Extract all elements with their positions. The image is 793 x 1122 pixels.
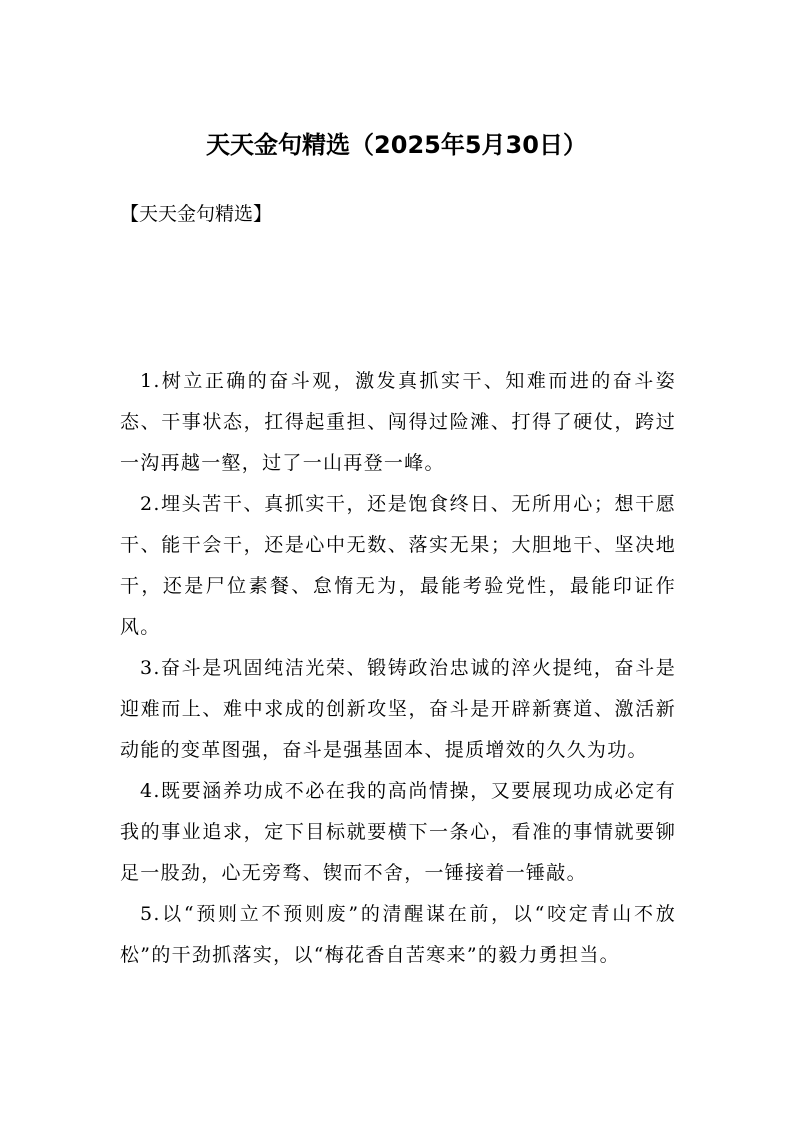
document-body <box>120 361 676 976</box>
paragraph-2: 2.埋头苦干、真抓实干，还是饱食终日、无所用心；想干愿干、能干会干，还是心中无数、落实无果；大胆地干、坚决地干，还是尸位素餐、怠惰无为，最能考验党性，最能印证作风。 <box>120 493 676 638</box>
paragraph-4: 4.既要涵养功成不必在我的高尚情操，又要展现功成必定有我的事业追求，定下目标就要横下一条心，看准的事情就要铆足一股劲，心无旁骛、锲而不舍，一锤接着一锤敲。 <box>120 780 676 884</box>
paragraph-1: 1.树立正确的奋斗观，激发真抓实干、知难而进的奋斗姿态、干事状态，扛得起重担、闯得过险滩、打得了硬仗，跨过一沟再越一壑，过了一山再登一峰。 <box>120 370 676 474</box>
paragraph-3: 3.奋斗是巩固纯洁光荣、锻铸政治忠诚的淬火提纯，奋斗是迎难而上、难中求成的创新攻坚，奋斗是开辟新赛道、激活新动能的变革图强，奋斗是强基固本、提质增效的久久为功。 <box>120 657 676 761</box>
document-title: 天天金句精选（2025年5月30日） <box>206 131 587 159</box>
paragraph-5: 5.以“预则立不预则废”的清醒谋在前，以“咬定青山不放松”的干劲抓落实，以“梅花香自苦寒来”的毅力勇担当。 <box>120 903 676 966</box>
section-label: 【天天金句精选】 <box>120 203 273 225</box>
